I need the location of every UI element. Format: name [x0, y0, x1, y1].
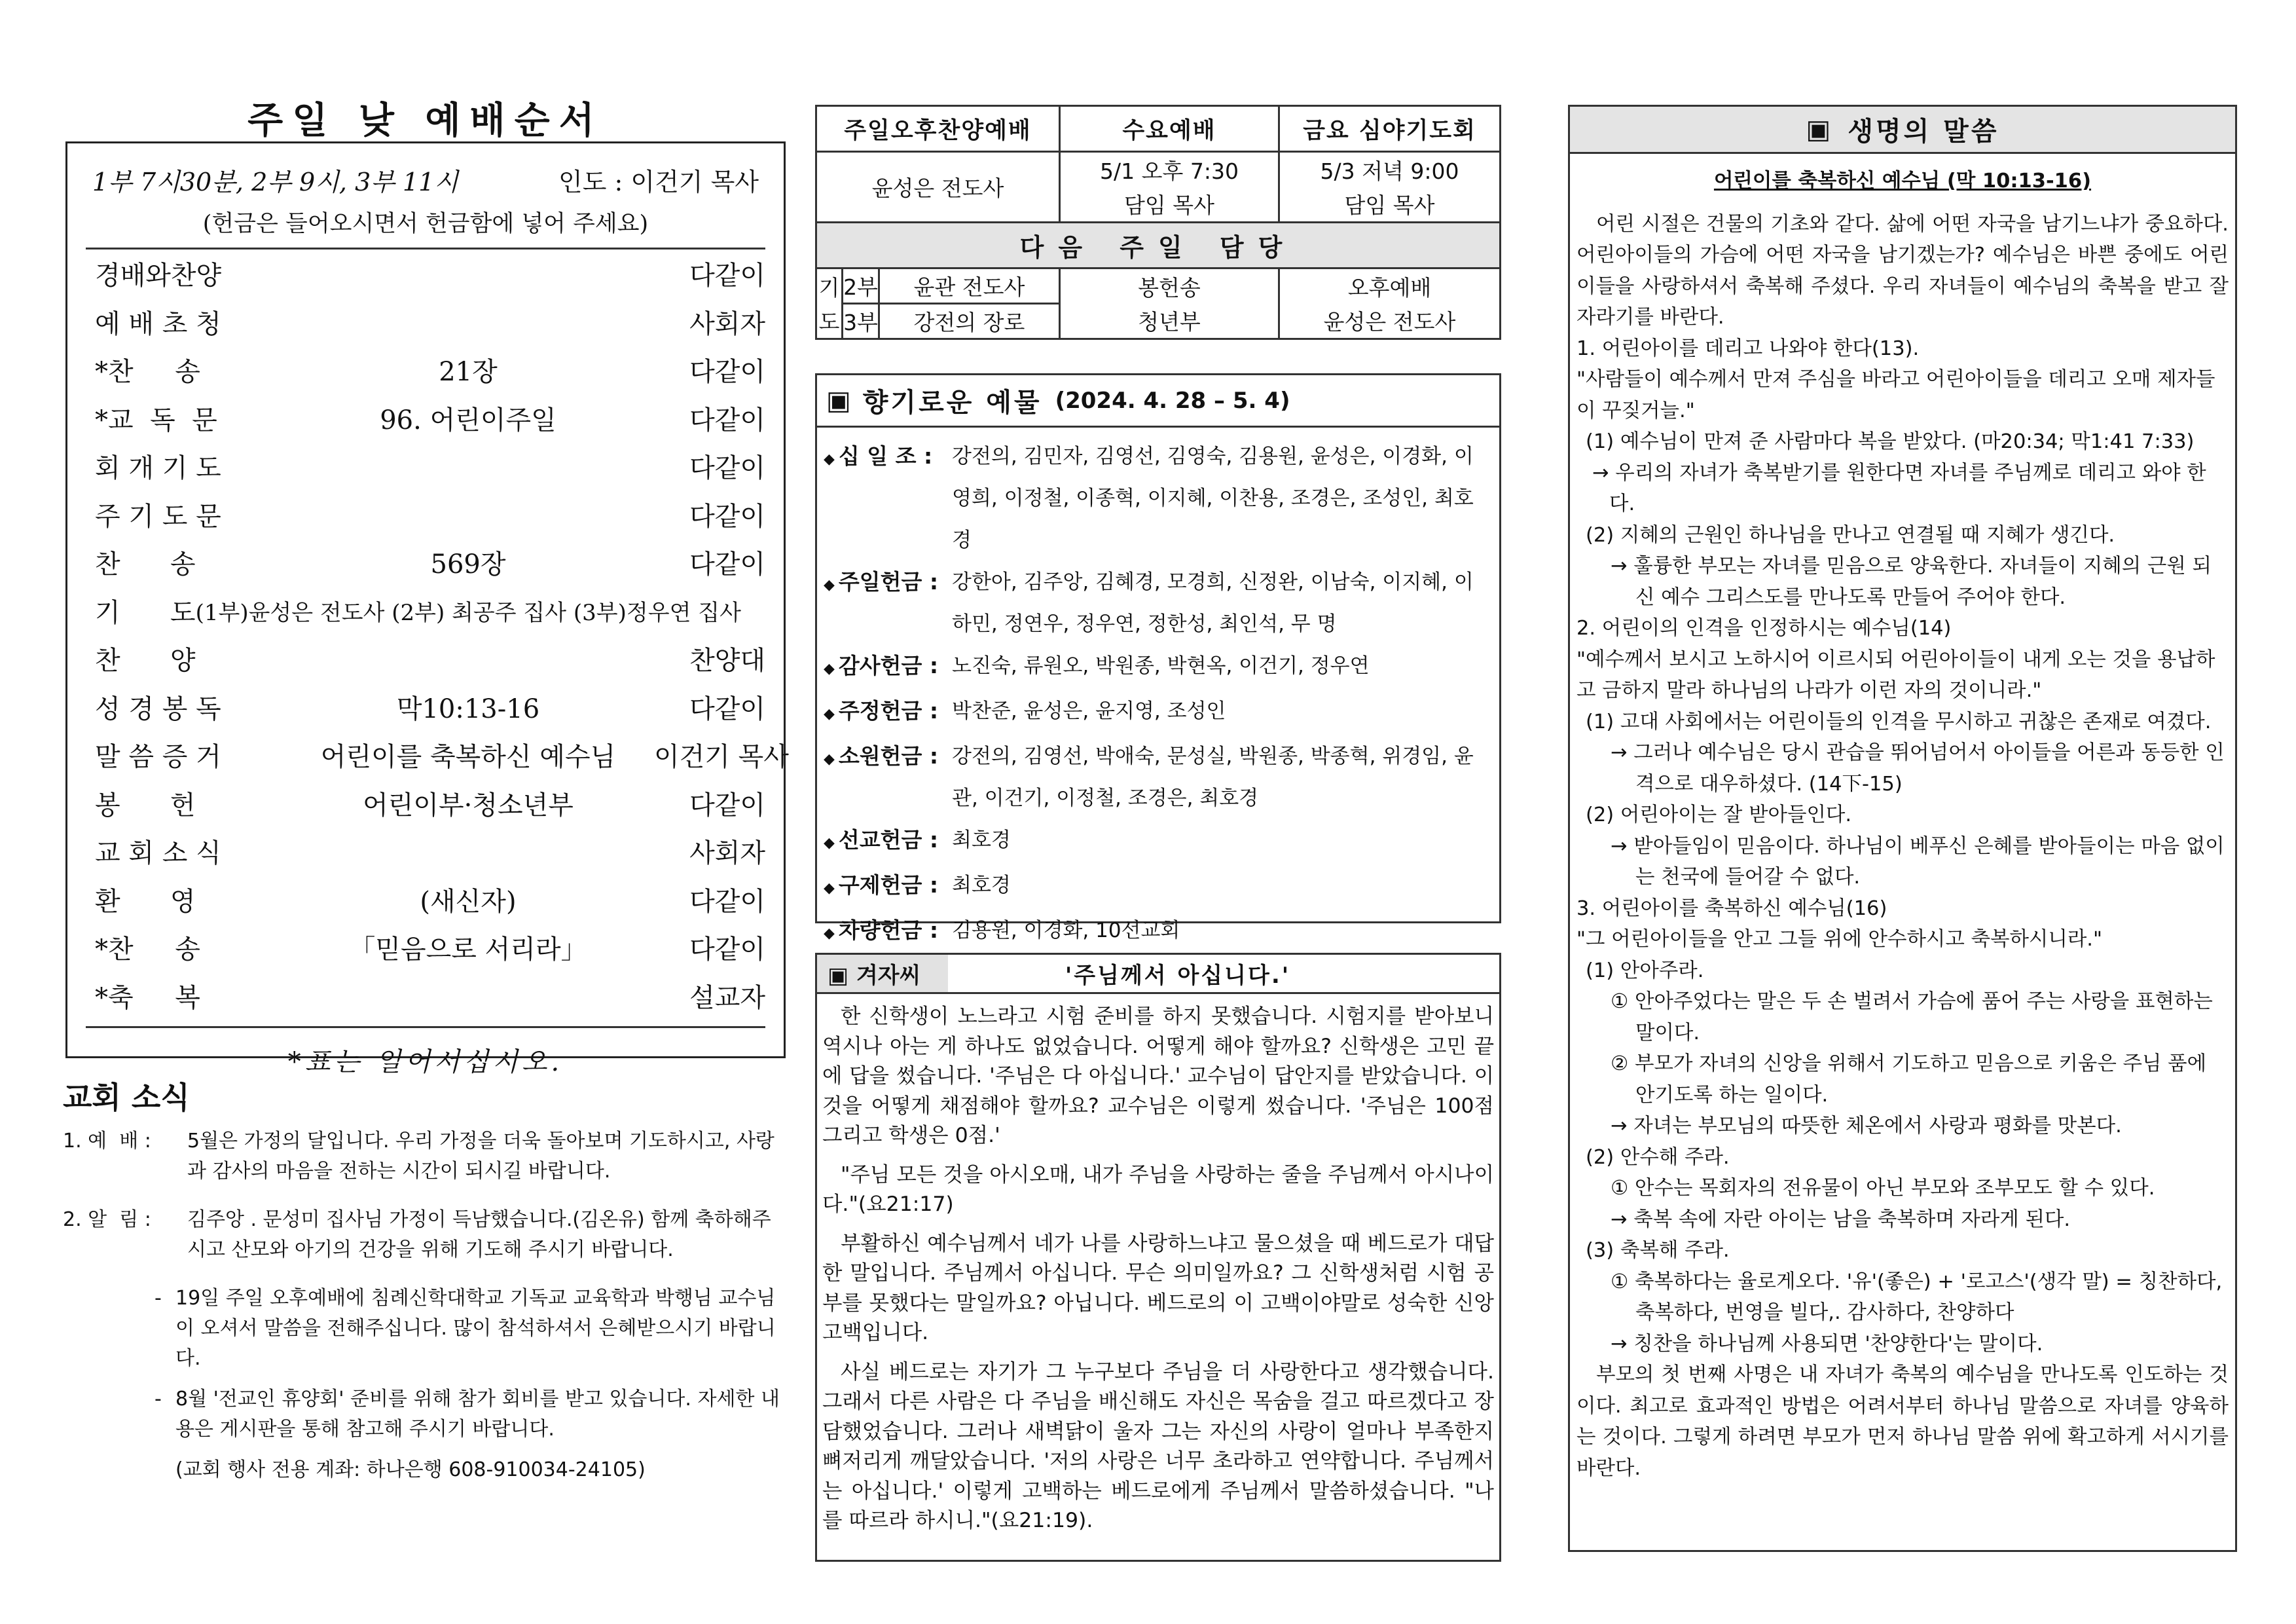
offering-label: 감사헌금 :: [838, 653, 939, 678]
word-of-life-body: [1570, 154, 2235, 1484]
schedule-cell: 윤관 전도사: [879, 268, 1060, 304]
news-subitem: [155, 1384, 783, 1445]
schedule-cell: 봉헌송: [1060, 268, 1279, 304]
next-week-row: [816, 223, 1501, 268]
offering-names: 강전의, 김영선, 박애숙, 문성실, 박원종, 박종혁, 위경임, 윤 관, 이건기, 이정철, 조경은, 최호경: [952, 745, 1474, 810]
offering-names: 노진숙, 류원오, 박원종, 박현옥, 이건기, 정우연: [952, 654, 1370, 678]
order-row: [86, 683, 765, 731]
mustard-seed-body: [817, 994, 1499, 1536]
worship-order-header: [86, 162, 765, 198]
divider: [86, 1026, 765, 1028]
order-who: 다같이: [689, 790, 765, 821]
paragraph: 부모의 첫 번째 사명은 내 자녀가 축복의 예수님을 만나도록 인도하는 것이다. 최고로 효과적인 방법은 어려서부터 하나님 말씀으로 자녀를 양육하는 것이다. 그렇게 하려면 부모가 먼저 하나님 말씀 위에 확고하게 서시기를 바란다.: [1576, 1363, 2229, 1480]
outline-line: "예수께서 보시고 노하시어 이르시되 어린아이들이 내게 오는 것을 용납하고 금하지 말라 하나님의 나라가 이런 자의 것이니라.": [1576, 648, 2215, 702]
diamond-icon: ◆: [824, 451, 835, 468]
worship-order-list: [86, 249, 789, 1020]
offering-header: [817, 375, 1499, 428]
order-item: 성 경 봉 독: [95, 693, 221, 724]
offering-names: 강전의, 김민자, 김영선, 김영숙, 김용원, 윤성은, 이경화, 이영희, 이정철, 이종혁, 이지혜, 이찬용, 조경은, 조성인, 최호경: [952, 445, 1474, 552]
worship-order-box: [65, 141, 789, 1077]
offering-names: 강한아, 김주앙, 김혜경, 모경희, 신정완, 이남숙, 이지혜, 이하민, 정연우, 정우연, 정한성, 최인석, 무 명: [952, 570, 1474, 636]
worship-order-section: [65, 92, 789, 1077]
outline-line: 2. 어린이의 인격을 인정하시는 예수님(14): [1576, 617, 1952, 640]
offering-label: 소원헌금 :: [838, 743, 939, 769]
stand-footnote: *표는 일어서십시오.: [287, 1047, 564, 1077]
order-content: 어린이를 축복하신 예수님: [320, 742, 616, 773]
order-row: [86, 779, 765, 828]
news-text: 5월은 가정의 달입니다. 우리 가정을 더욱 돌아보며 기도하시고, 사랑과 감사의 마음을 전하는 시간이 되시길 바랍니다.: [187, 1130, 774, 1183]
order-who: 다같이: [689, 886, 765, 917]
offering-box: [815, 373, 1501, 943]
order-row: [86, 442, 765, 490]
mustard-seed-header: [817, 955, 1499, 994]
order-row: [86, 635, 765, 683]
schedule-cell: 기: [816, 268, 843, 304]
offering-label: 주일헌금 :: [838, 569, 939, 595]
diamond-icon: ◆: [824, 661, 835, 677]
schedule-cell: 윤성은 전도사: [816, 152, 1060, 223]
schedule-row: [816, 152, 1501, 187]
order-row: [86, 876, 765, 924]
order-content: 어린이부·청소년부: [363, 790, 574, 821]
service-leader: 인도 : 이건기 목사: [558, 168, 759, 196]
outline-line: ② 부모가 자녀의 신앙을 위해서 기도하고 믿음으로 키움은 주님 품에 안기도록 하는 일이다.: [1611, 1052, 2207, 1107]
outline-line: 3. 어린아이를 축복하신 예수님(16): [1576, 896, 1887, 920]
schedule-header: 수요예배: [1060, 106, 1279, 152]
order-who: 다같이: [689, 357, 765, 388]
outline-line: → 훌륭한 부모는 자녀를 믿음으로 양육한다. 자녀들이 지혜의 근원 되신 예수 그리스도를 만나도록 만들어 주어야 한다.: [1611, 555, 2212, 609]
offering-row: [824, 645, 1493, 690]
news-item: [63, 1205, 783, 1265]
word-of-life-title: 생명의 말씀: [1848, 117, 1999, 147]
schedule-cell: 2부: [843, 268, 879, 304]
mustard-seed-tag: ▣ 겨자씨: [817, 955, 948, 992]
order-row: [86, 249, 765, 298]
offering-label: 구제헌금 :: [838, 872, 939, 898]
order-who: 사회자: [689, 308, 765, 339]
order-row: [86, 731, 789, 779]
order-item: 말 씀 증 거: [95, 742, 221, 773]
schedule-table: [815, 105, 1501, 340]
order-row: [86, 490, 765, 539]
outline-line: 1. 어린아이를 데리고 나와야 한다(13).: [1576, 337, 1920, 360]
schedule-cell: 담임 목사: [1060, 187, 1279, 223]
outline-line: (2) 지혜의 근원인 하나님을 만나고 연결될 때 지혜가 생긴다.: [1586, 523, 2115, 547]
order-content: 「믿음으로 서리라」: [349, 934, 587, 965]
order-row: [86, 972, 765, 1020]
offering-row: [824, 819, 1493, 864]
schedule-header: 주일오후찬양예배: [816, 106, 1060, 152]
schedule-row: [816, 304, 1501, 339]
outline-line: → 자녀는 부모님의 따뜻한 체온에서 사랑과 평화를 맛본다.: [1611, 1115, 2122, 1137]
schedule-header-row: [816, 106, 1501, 152]
diamond-icon: ◆: [824, 925, 835, 942]
outline-line: (3) 축복해 주라.: [1586, 1239, 1730, 1262]
order-who: 다같이: [689, 549, 765, 580]
outline-line: (1) 안아주라.: [1586, 959, 1704, 982]
news-item: [63, 1126, 783, 1187]
offering-date: (2024. 4. 28 – 5. 4): [1055, 387, 1290, 414]
outline-line: → 우리의 자녀가 축복받기를 원한다면 자녀를 주님께로 데리고 와야 한다.: [1592, 461, 2206, 515]
news-label: 2. 알 림 :: [63, 1208, 151, 1231]
order-who: 찬양대: [689, 646, 765, 676]
schedule-cell: 오후예배: [1279, 268, 1501, 304]
diamond-icon: ◆: [824, 751, 835, 767]
diamond-icon: ◆: [824, 577, 835, 593]
outline-line: (1) 고대 사회에서는 어린이들의 인격을 무시하고 귀찮은 존재로 여겼다.: [1586, 710, 2212, 733]
dash-bullet: -: [155, 1388, 162, 1411]
outline-line: ① 안아주었다는 말은 두 손 벌려서 가슴에 품어 주는 사랑을 표현하는 말이다.: [1611, 990, 2213, 1044]
outline-line: (2) 안수해 주라.: [1586, 1145, 1730, 1169]
order-content: (새신자): [420, 886, 517, 917]
paragraph: 부활하신 예수님께서 네가 나를 사랑하느냐고 물으셨을 때 베드로가 대답한 말입니다. 주님께서 아십니다. 무슨 의미일까요? 그 신학생처럼 시험 공부를 못했다는 말일까요? 아닙니다. 베드로의 이 고백이야말로 성숙한 신앙 고백입니다.: [822, 1231, 1494, 1344]
outline-line: "사람들이 예수께서 만져 주심을 바라고 어린아이들을 데리고 오매 제자들이 꾸짖거늘.": [1576, 368, 2215, 422]
paragraph: 사실 베드로는 자기가 그 누구보다 주님을 더 사랑한다고 생각했습니다. 그래서 다른 사람은 다 주님을 배신해도 자신은 목숨을 걸고 따르겠다고 장담했었습니다. 그러나 새벽닭이 울자 그는 자신의 사랑이 얼마나 부족한지 뼈저리게 깨달았습니다. '저의 사랑은 너무 초라하고 연약합니다. 주님께서는 아십니다.' 이렇게 고백하는 베드로에게 주님께서 말씀하셨습니다. "나를 따르라 하시니."(요21:19).: [822, 1359, 1494, 1532]
mustard-seed-title: '주님께서 아십니다.': [1065, 963, 1291, 989]
outline-line: ① 안수는 목회자의 전유물이 아닌 부모와 조부모도 할 수 있다.: [1611, 1177, 2155, 1200]
order-row: [86, 923, 765, 972]
order-who: 다같이: [689, 501, 765, 532]
order-content: 21장: [439, 357, 498, 388]
outline-line: → 받아들임이 믿음이다. 하나님이 베푸신 은혜를 받아들이는 마음 없이는 천국에 들어갈 수 없다.: [1611, 834, 2225, 889]
schedule-cell: 5/3 저녁 9:00: [1279, 152, 1501, 187]
offering-row: [824, 735, 1493, 819]
order-who: 설교자: [689, 982, 765, 1013]
square-icon: ▣: [826, 385, 851, 416]
next-week-title: 다음 주일 담당: [816, 223, 1501, 268]
offering-list: [817, 428, 1499, 955]
news-text: 김주앙 . 문성미 집사님 가정이 득남했습니다.(김온유) 함께 축하해주시고 산모와 아기의 건강을 위해 기도해 주시기 바랍니다.: [187, 1208, 771, 1261]
offering-row: [824, 864, 1493, 910]
offering-row: [824, 910, 1493, 955]
order-content: 569장: [430, 549, 506, 580]
church-news-title: 교회 소식: [63, 1080, 190, 1115]
order-content: 막10:13-16: [396, 693, 540, 724]
order-item: 교 회 소 식: [95, 838, 221, 869]
order-item: 주 기 도 문: [95, 501, 221, 532]
order-who: 다같이: [689, 261, 765, 291]
sermon-outline: [1576, 333, 2229, 1360]
order-row: [86, 394, 765, 443]
order-row: [86, 538, 765, 587]
order-who: 다같이: [689, 693, 765, 724]
order-item: 기 도: [95, 597, 196, 628]
order-content: 96. 어린이주일: [380, 405, 556, 435]
outline-line: (2) 어린아이는 잘 받아들인다.: [1586, 803, 1852, 826]
schedule-section: [815, 105, 1501, 340]
diamond-icon: ◆: [824, 880, 835, 896]
offering-label: 선교헌금 :: [838, 827, 939, 853]
offering-names: 김용원, 이경화, 10선교회: [952, 919, 1180, 942]
diamond-icon: ◆: [824, 835, 835, 851]
order-row: [86, 346, 765, 394]
schedule-cell: 도: [816, 304, 843, 339]
order-who: 이건기 목사: [654, 742, 789, 773]
order-who: 사회자: [689, 838, 765, 869]
sermon-subtitle: 어린이를 축복하신 예수님 (막 10:13-16): [1713, 170, 2092, 193]
order-who: 다같이: [689, 405, 765, 435]
order-item: 환 영: [95, 886, 196, 917]
order-item: 회 개 기 도: [95, 453, 221, 484]
church-news: [63, 1126, 783, 1485]
order-item: *찬 송: [95, 357, 200, 388]
square-icon: ▣: [1806, 114, 1834, 145]
schedule-cell: 담임 목사: [1279, 187, 1501, 223]
order-row: [86, 827, 765, 876]
order-item: 경배와찬양: [95, 261, 222, 291]
order-item: *찬 송: [95, 934, 200, 965]
news-subitem: [155, 1283, 783, 1374]
order-item: 봉 헌: [95, 790, 196, 821]
order-item: 찬 송: [95, 549, 196, 580]
order-content: (1부)윤성은 전도사 (2부) 최공주 집사 (3부)정우연 집사: [195, 599, 741, 626]
schedule-cell: 윤성은 전도사: [1279, 304, 1501, 339]
mustard-seed-box: [815, 953, 1501, 1562]
news-subitem-text: 19일 주일 오후예배에 침례신학대학교 기독교 교육학과 박행님 교수님이 오셔서 말씀을 전해주십니다. 많이 참석하셔서 은혜받으시기 바랍니다.: [175, 1287, 776, 1370]
offering-note: (헌금은 들어오시면서 헌금함에 넣어 주세요): [202, 211, 649, 237]
order-who: 다같이: [689, 934, 765, 965]
offering-row: [824, 690, 1493, 735]
offering-title: 향기로운 예물: [862, 388, 1042, 418]
offering-names: 박찬준, 윤성은, 윤지영, 조성인: [952, 699, 1226, 723]
word-of-life-box: [1568, 105, 2237, 1552]
paragraph: 어린 시절은 건물의 기초와 같다. 삶에 어떤 자국을 남기느냐가 중요하다. 어린아이들의 가슴에 어떤 자국을 남기겠는가? 예수님은 바쁜 중에도 어린이들을 사랑하셔서 축복해 주셨다. 우리 자녀들이 예수님의 축복을 받고 잘 자라기를 바란다.: [1576, 212, 2229, 329]
offering-label: 십 일 조 :: [838, 443, 933, 469]
offering-names: 최호경: [952, 828, 1011, 852]
outline-line: → 축복 속에 자란 아이는 남을 축복하며 자라게 된다.: [1611, 1208, 2071, 1231]
schedule-row: [816, 268, 1501, 304]
offering-label: 차량헌금 :: [838, 917, 939, 943]
offering-label: 주정헌금 :: [838, 698, 939, 724]
schedule-cell: 강전의 장로: [879, 304, 1060, 339]
service-times: 1부 7시30분, 2부 9시, 3부 11시: [92, 168, 459, 196]
word-of-life-header: [1570, 107, 2235, 154]
news-subitem-text: 8월 '전교인 휴양회' 준비를 위해 참가 회비를 받고 있습니다. 자세한 내용은 게시판을 통해 참고해 주시기 바랍니다.: [175, 1388, 780, 1441]
order-item: 예 배 초 청: [95, 308, 221, 339]
news-label: 1. 예 배 :: [63, 1130, 151, 1153]
schedule-cell: 5/1 오후 7:30: [1060, 152, 1279, 187]
order-item: *축 복: [95, 982, 200, 1013]
paragraph: 한 신학생이 노느라고 시험 준비를 하지 못했습니다. 시험지를 받아보니 역시나 아는 게 하나도 없었습니다. 어떻게 해야 할까요? 신학생은 고민 끝에 답을 썼습니다. '주님은 다 아십니다.' 교수님이 답안지를 받았습니다. 이것을 어떻게 채점해야 할까요? 교수님은 이렇게 썼습니다. '주님은 100점 그리고 학생은 0점.': [822, 1005, 1494, 1147]
dash-bullet: -: [155, 1287, 162, 1310]
offering-row: [824, 435, 1493, 561]
order-row: [86, 298, 765, 346]
paragraph: "주님 모든 것을 아시오매, 내가 주님을 사랑하는 줄을 주님께서 아시나이다."(요21:17): [822, 1162, 1494, 1216]
offering-row: [824, 561, 1493, 645]
diamond-icon: ◆: [824, 706, 835, 722]
worship-order-title: 주일 낮 예배순서: [247, 100, 604, 142]
order-row: [86, 587, 765, 635]
outline-line: ① 축복하다는 율로게오다. '유'(좋은) + '로고스'(생각 말) = 칭찬하다, 축복하다, 번영을 빌다,. 감사하다, 찬양하다: [1611, 1270, 2223, 1324]
schedule-cell: 청년부: [1060, 304, 1279, 339]
order-item: *교 독 문: [95, 405, 217, 435]
outline-line: → 칭찬을 하나님께 사용되면 '찬양한다'는 말이다.: [1611, 1332, 2043, 1356]
schedule-header: 금요 심야기도회: [1279, 106, 1501, 152]
order-item: 찬 양: [95, 646, 196, 676]
schedule-cell: 3부: [843, 304, 879, 339]
outline-line: → 그러나 예수님은 당시 관습을 뛰어넘어서 아이들을 어른과 동등한 인격으로 대우하셨다. (14下-15): [1611, 741, 2225, 796]
outline-line: (1) 예수님이 만져 준 사람마다 복을 받았다. (마20:34; 막1:41 7:33): [1586, 430, 2195, 453]
offering-names: 최호경: [952, 874, 1011, 897]
order-who: 다같이: [689, 453, 765, 484]
bank-account: (교회 행사 전용 계좌: 하나은행 608-910034-24105): [175, 1458, 646, 1481]
outline-line: "그 어린아이들을 안고 그들 위에 안수하시고 축복하시니라.": [1576, 928, 2103, 951]
